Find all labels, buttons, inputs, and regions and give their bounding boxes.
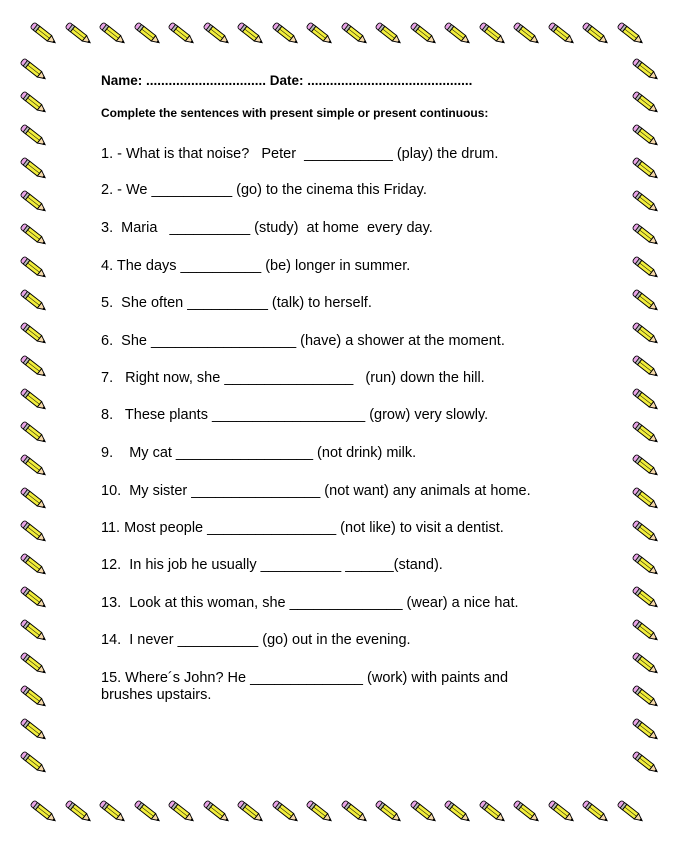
pencil-icon xyxy=(61,794,97,830)
pencil-icon xyxy=(164,794,200,830)
pencil-icon xyxy=(371,794,407,830)
question-1: 1. - What is that noise? Peter ___________ (play) the drum. xyxy=(101,146,499,162)
pencil-icon xyxy=(302,794,338,830)
pencil-icon xyxy=(16,250,52,286)
pencil-icon xyxy=(26,16,62,52)
pencil-icon xyxy=(16,613,52,649)
pencil-icon xyxy=(16,679,52,715)
question-13: 13. Look at this woman, she ______________ (wear) a nice hat. xyxy=(101,595,519,611)
pencil-icon xyxy=(16,481,52,517)
pencil-icon xyxy=(628,250,664,286)
question-3: 3. Maria __________ (study) at home every day. xyxy=(101,220,433,236)
question-4: 4. The days __________ (be) longer in summer. xyxy=(101,258,411,274)
question-15: 15. Where´s John? He ______________ (work) with paints and brushes upstairs. xyxy=(101,670,509,703)
instructions: Complete the sentences with present simple or present continuous: xyxy=(101,106,489,120)
pencil-icon xyxy=(130,794,166,830)
pencil-icon xyxy=(544,794,580,830)
pencil-icon xyxy=(16,448,52,484)
pencil-icon xyxy=(628,283,664,319)
pencil-icon xyxy=(628,547,664,583)
pencil-icon xyxy=(16,118,52,154)
pencil-icon xyxy=(26,794,62,830)
pencil-icon xyxy=(628,514,664,550)
question-14: 14. I never __________ (go) out in the evening. xyxy=(101,632,411,648)
pencil-icon xyxy=(16,184,52,220)
pencil-icon xyxy=(628,151,664,187)
question-2: 2. - We __________ (go) to the cinema this Friday. xyxy=(101,182,427,198)
pencil-icon xyxy=(16,514,52,550)
pencil-icon xyxy=(628,712,664,748)
pencil-icon xyxy=(95,794,131,830)
pencil-icon xyxy=(16,745,52,781)
question-11: 11. Most people ________________ (not like) to visit a dentist. xyxy=(101,520,504,536)
pencil-icon xyxy=(199,794,235,830)
pencil-icon xyxy=(16,712,52,748)
pencil-icon xyxy=(628,52,664,88)
pencil-icon xyxy=(578,794,614,830)
pencil-icon xyxy=(16,283,52,319)
pencil-icon xyxy=(628,184,664,220)
pencil-icon xyxy=(16,85,52,121)
question-6: 6. She __________________ (have) a shower at the moment. xyxy=(101,333,505,349)
pencil-icon xyxy=(337,16,373,52)
pencil-icon xyxy=(613,794,649,830)
pencil-icon xyxy=(61,16,97,52)
question-9: 9. My cat _________________ (not drink) milk. xyxy=(101,445,417,461)
pencil-icon xyxy=(628,217,664,253)
pencil-icon xyxy=(440,16,476,52)
pencil-icon xyxy=(628,745,664,781)
pencil-icon xyxy=(613,16,649,52)
pencil-icon xyxy=(475,16,511,52)
pencil-icon xyxy=(628,481,664,517)
pencil-icon xyxy=(16,415,52,451)
pencil-icon xyxy=(440,794,476,830)
pencil-icon xyxy=(233,794,269,830)
pencil-icon xyxy=(509,16,545,52)
question-5: 5. She often __________ (talk) to herself. xyxy=(101,295,372,311)
pencil-icon xyxy=(16,580,52,616)
pencil-icon xyxy=(95,16,131,52)
pencil-icon xyxy=(371,16,407,52)
question-12: 12. In his job he usually __________ ______(stand). xyxy=(101,557,443,573)
name-date-line: Name: ................................ Date: ............................................ xyxy=(101,73,473,88)
pencil-icon xyxy=(628,85,664,121)
pencil-icon xyxy=(628,580,664,616)
pencil-icon xyxy=(406,794,442,830)
question-8: 8. These plants ___________________ (grow) very slowly. xyxy=(101,407,489,423)
pencil-icon xyxy=(130,16,166,52)
pencil-icon xyxy=(16,151,52,187)
pencil-icon xyxy=(406,16,442,52)
pencil-icon xyxy=(628,448,664,484)
pencil-icon xyxy=(16,349,52,385)
pencil-icon xyxy=(628,316,664,352)
question-10: 10. My sister ________________ (not want) any animals at home. xyxy=(101,483,531,499)
pencil-icon xyxy=(628,118,664,154)
pencil-icon xyxy=(233,16,269,52)
pencil-icon xyxy=(628,646,664,682)
pencil-icon xyxy=(164,16,200,52)
pencil-icon xyxy=(268,16,304,52)
pencil-icon xyxy=(302,16,338,52)
pencil-icon xyxy=(16,217,52,253)
pencil-icon xyxy=(544,16,580,52)
pencil-icon xyxy=(268,794,304,830)
question-7: 7. Right now, she ________________ (run) down the hill. xyxy=(101,370,485,386)
pencil-icon xyxy=(16,646,52,682)
pencil-icon xyxy=(16,52,52,88)
pencil-icon xyxy=(578,16,614,52)
pencil-icon xyxy=(509,794,545,830)
pencil-icon xyxy=(16,382,52,418)
pencil-icon xyxy=(16,547,52,583)
pencil-icon xyxy=(628,415,664,451)
pencil-icon xyxy=(628,679,664,715)
pencil-icon xyxy=(16,316,52,352)
pencil-icon xyxy=(628,382,664,418)
pencil-icon xyxy=(475,794,511,830)
pencil-icon xyxy=(199,16,235,52)
pencil-icon xyxy=(628,613,664,649)
pencil-icon xyxy=(337,794,373,830)
pencil-icon xyxy=(628,349,664,385)
